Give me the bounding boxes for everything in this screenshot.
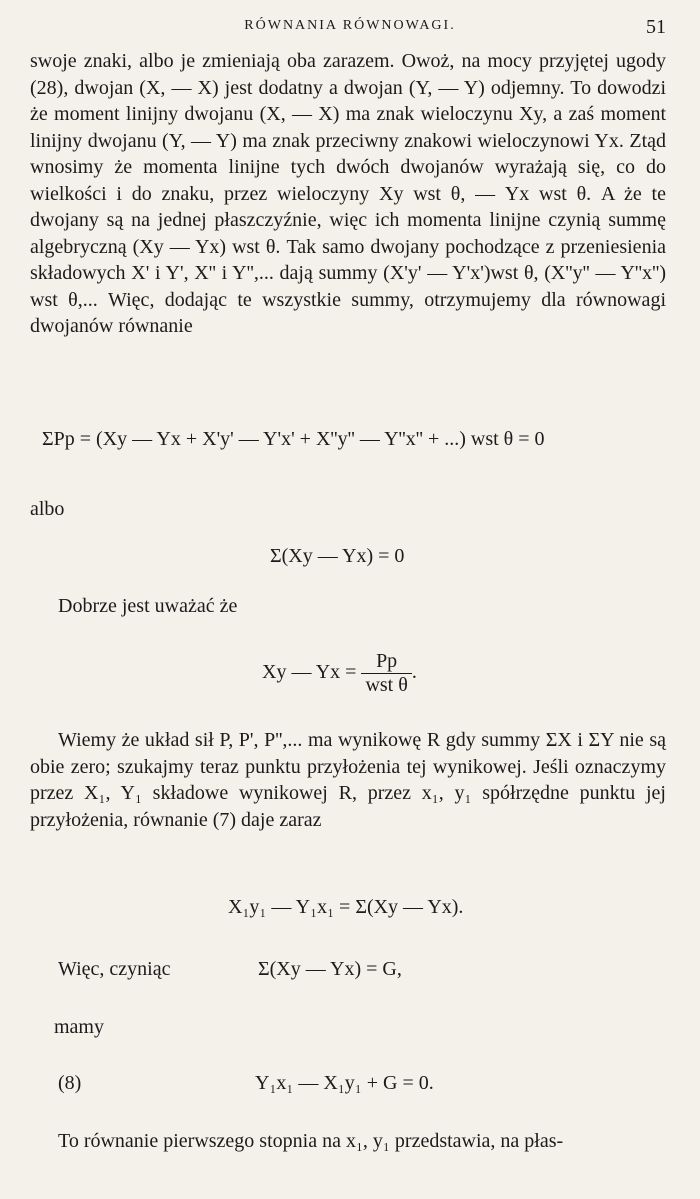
equation-g-definition: Σ(Xy — Yx) = G, — [258, 958, 402, 980]
page-header — [0, 14, 700, 40]
text-dobrze-jest: Dobrze jest uważać że — [58, 595, 238, 617]
equation-number: (8) — [58, 1072, 82, 1094]
paragraph-closing: To równanie pierwszego stopnia na x₁, y₁ przedstawia, na płas- — [58, 1130, 564, 1152]
page-number: 51 — [646, 16, 666, 38]
fraction — [361, 650, 411, 697]
fraction-denominator: wst θ — [365, 674, 408, 696]
equation-resultant-point: X₁y₁ — Y₁x₁ = Σ(Xy — Yx). — [228, 896, 464, 918]
running-head: RÓWNANIA RÓWNOWAGI. — [244, 18, 456, 33]
text-mamy: mamy — [54, 1016, 104, 1038]
equation-fraction-end: . — [411, 661, 417, 684]
equation-line-of-action: Y₁x₁ — X₁y₁ + G = 0. — [255, 1072, 434, 1094]
paragraph-intro: swoje znaki, albo je zmieniają oba zarazem. Owoż, na mocy przyjętej ugody (28), dwojan (X, — X) jest dodatny a dwojan (Y, — Y) odjemny. To dowodzi że moment linijny dwojanu (X, — X) ma znak wieloczynu Xy, a zaś moment linijny dwojanu (Y, — Y) ma znak przeciwny znakowi wieloczynowi Yx. Ztąd wnosimy że momenta linijne tych dwóch dwojanów wyrażają się, co do wielkości i do znaku, przez wieloczyny Xy wst θ, — Yx wst θ. A że te dwojany są na jednej płaszczyźnie, więc ich momenta linijne czynią summę algebryczną (Xy — Yx) wst θ. Tak samo dwojany pochodzące z przeniesienia składowych X' i Y', X'' i Y'',... dają summy (X'y' — Y'x')wst θ, (X''y'' — Y''x'') wst θ,... Więc, dodając te wszystkie summy, otrzymujemy dla równowagi dwojanów równanie — [30, 50, 666, 337]
equation-fraction — [262, 650, 417, 697]
word-albo: albo — [30, 498, 65, 520]
text-wiec-czyniac: Więc, czyniąc — [58, 958, 171, 980]
equation-fraction-lhs: Xy — Yx = — [262, 661, 357, 684]
fraction-numerator: Pp — [361, 650, 411, 674]
paragraph-resultant: Wiemy że układ sił P, P', P'',... ma wynikowę R gdy summy ΣX i ΣY nie są obie zero; szukajmy teraz punktu przyłożenia tej wynikowej. Jeśli oznaczymy przez X₁, Y₁ składowe wynikowej R, przez x₁, y₁ spółrzędne punktu jej przyłożenia, równanie (7) daje zaraz — [30, 729, 666, 831]
equation-sum-moments: ΣPp = (Xy — Yx + X'y' — Y'x' + X''y'' — Y''x'' + ...) wst θ = 0 — [42, 428, 545, 450]
equation-sum-zero: Σ(Xy — Yx) = 0 — [270, 545, 405, 567]
